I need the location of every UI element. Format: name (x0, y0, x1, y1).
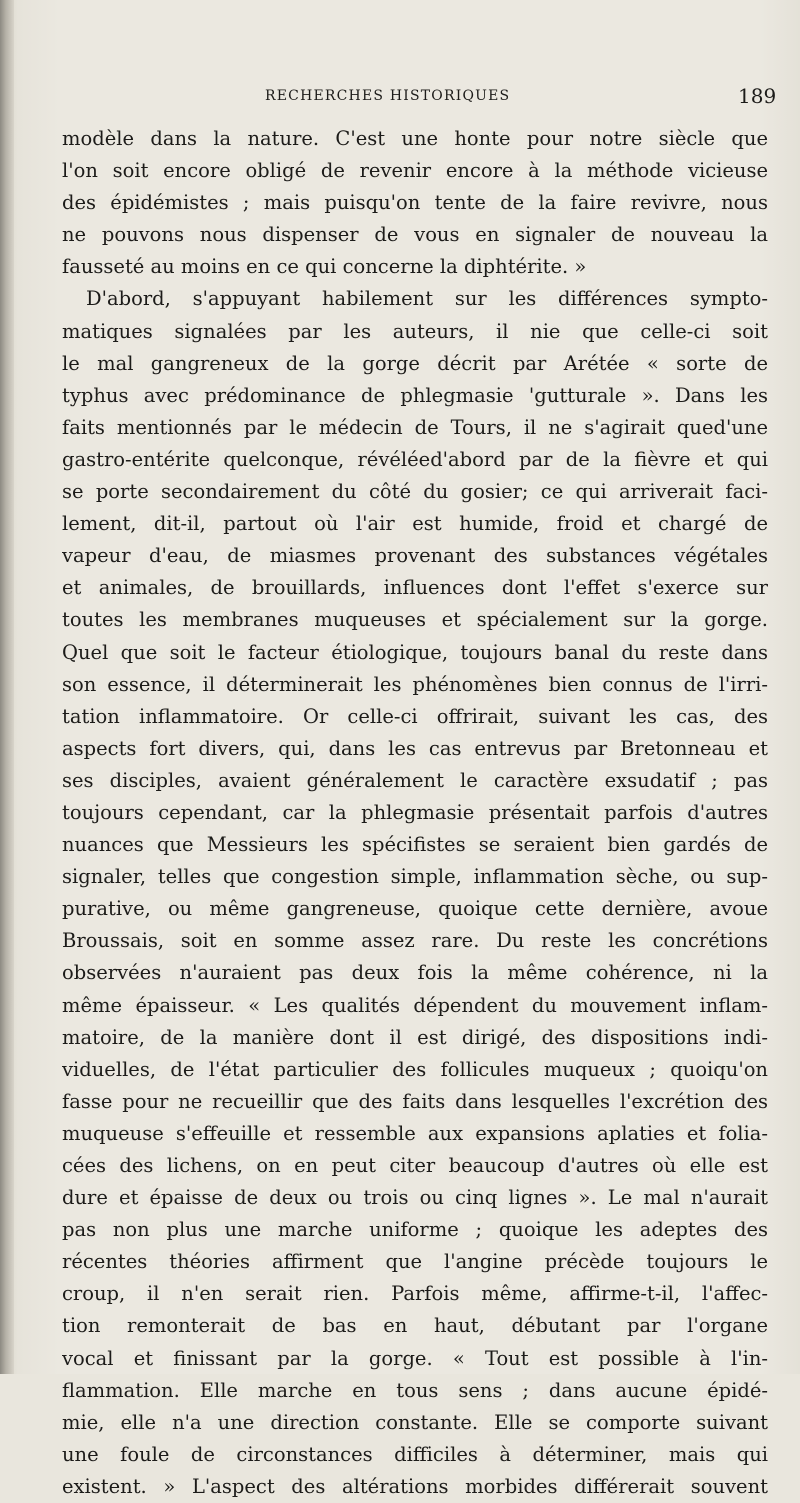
text-line: vocal et finissant par la gorge. « Tout est possible à l'in- (62, 1346, 768, 1370)
text-line: flammation. Elle marche en tous sens ; dans aucune épidé- (62, 1378, 768, 1402)
text-line: tion remonterait de bas en haut, débutant par l'organe (62, 1314, 768, 1338)
text-line: lement, dit-il, partout où l'air est humide, froid et chargé de (62, 512, 768, 536)
text-line: une foule de circonstances difficiles à déterminer, mais qui (62, 1442, 768, 1466)
page-binding-edge (0, 0, 14, 1374)
text-line: muqueuse s'effeuille et ressemble aux expansions aplaties et folia- (62, 1121, 768, 1145)
text-line: D'abord, s'appuyant habilement sur les différences sympto- (86, 287, 768, 311)
text-line: cées des lichens, on en peut citer beaucoup d'autres où elle est (62, 1154, 768, 1177)
text-line: observées n'auraient pas deux fois la même cohérence, ni la (62, 961, 768, 985)
body-text (62, 123, 768, 1503)
text-line: ne pouvons nous dispenser de vous en signaler de nouveau la (62, 223, 768, 247)
text-line: purative, ou même gangreneuse, quoique cette dernière, avoue (62, 897, 768, 921)
text-line: modèle dans la nature. C'est une honte pour notre siècle que (62, 127, 768, 150)
text-line: et animales, de brouillards, influences dont l'effet s'exerce sur (62, 576, 768, 600)
text-line: récentes théories affirment que l'angine précède toujours le (62, 1250, 768, 1274)
text-line: Broussais, soit en somme assez rare. Du reste les concrétions (62, 929, 768, 953)
text-line: viduelles, de l'état particulier des follicules muqueux ; quoiqu'on (62, 1057, 768, 1081)
text-line: même épaisseur. « Les qualités dépendent du mouvement inflam- (62, 993, 768, 1017)
text-line: dure et épaisse de deux ou trois ou cinq lignes ». Le mal n'aurait (62, 1186, 768, 1210)
text-line: son essence, il déterminerait les phénomènes bien connus de l'irri- (62, 672, 768, 696)
text-line: ses disciples, avaient généralement le caractère exsudatif ; pas (62, 768, 768, 792)
running-head: RECHERCHES HISTORIQUES (265, 88, 511, 104)
text-line: nuances que Messieurs les spécifistes se seraient bien gardés de (62, 833, 768, 857)
text-line: existent. » L'aspect des altérations morbides différerait souvent (62, 1474, 768, 1498)
text-line: matiques signalées par les auteurs, il nie que celle-ci soit (62, 319, 768, 343)
text-line: faits mentionnés par le médecin de Tours, il ne s'agirait qued'une (62, 415, 768, 439)
text-line: pas non plus une marche uniforme ; quoique les adeptes des (62, 1218, 768, 1242)
page-number: 189 (738, 84, 777, 108)
text-line: des épidémistes ; mais puisqu'on tente de la faire revivre, nous (62, 191, 768, 215)
text-line: toutes les membranes muqueuses et spécialement sur la gorge. (62, 608, 768, 632)
text-line: fausseté au moins en ce qui concerne la diphtérite. » (62, 255, 587, 279)
text-line: le mal gangreneux de la gorge décrit par Arétée « sorte de (62, 351, 768, 375)
text-line: l'on soit encore obligé de revenir encore à la méthode vicieuse (62, 159, 768, 183)
text-line: aspects fort divers, qui, dans les cas entrevus par Bretonneau et (62, 736, 768, 760)
text-line: typhus avec prédominance de phlegmasie 'gutturale ». Dans les (62, 383, 768, 407)
text-line: Quel que soit le facteur étiologique, toujours banal du reste dans (62, 640, 768, 664)
text-line: croup, il n'en serait rien. Parfois même, affirme-t-il, l'affec- (62, 1282, 768, 1306)
text-line: fasse pour ne recueillir que des faits dans lesquelles l'excrétion des (62, 1089, 768, 1113)
text-line: toujours cependant, car la phlegmasie présentait parfois d'autres (62, 800, 768, 824)
text-line: signaler, telles que congestion simple, inflammation sèche, ou sup- (62, 865, 768, 889)
text-line: gastro-entérite quelconque, révéléed'abord par de la fièvre et qui (62, 447, 768, 471)
text-line: se porte secondairement du côté du gosier; ce qui arriverait faci- (62, 480, 768, 504)
page-header (0, 84, 800, 114)
text-line: vapeur d'eau, de miasmes provenant des substances végétales (62, 544, 768, 568)
text-line: matoire, de la manière dont il est dirigé, des dispositions indi- (62, 1025, 768, 1049)
text-line: tation inflammatoire. Or celle-ci offrirait, suivant les cas, des (62, 704, 768, 728)
text-line: mie, elle n'a une direction constante. Elle se comporte suivant (62, 1410, 768, 1434)
